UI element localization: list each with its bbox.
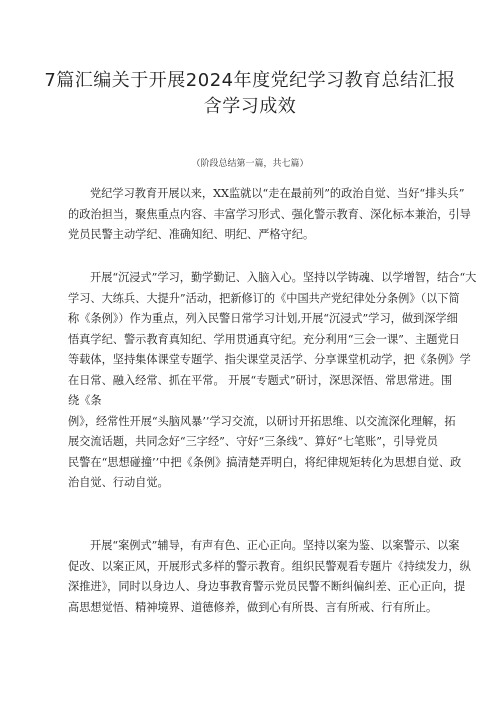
paragraph-line: 高思想觉悟、精神境界、道德修养，做到心有所畏、言有所戒、行有所止。 (68, 600, 438, 614)
paragraph-line: 称《条例》）作为重点，列入民警日常学习计划,开展“沉浸式”学习，做到深学细 (68, 312, 458, 325)
paragraph-line: 悟真学纪、警示教育真知纪、学用贯通真守纪。充分利用“三会一课”、主题党日 (68, 332, 460, 346)
paragraph-line: 的政治担当，聚焦重点内容、丰富学习形式、强化警示教育、深化标本兼治，引导 (68, 207, 471, 221)
paragraph-line: 治自觉、行动自觉。 (68, 476, 169, 489)
paragraph-line: 例》，经常性开展“头脑风暴’’学习交流，以研讨开拓思维、以交流深化理解，拓 (68, 414, 456, 428)
paragraph-line: 开展“案例式”辅导，有声有色、正心正向。坚持以案为鉴、以案警示、以案 (90, 539, 460, 552)
paragraph-line: 深推进》，同时以身边人、身边事教育警示党员民警不断纠偏纠差、正心正向，提 (68, 580, 466, 593)
title-line: 7篇汇编关于开展2024年度党纪学习教育总结汇报 (44, 70, 456, 91)
paragraph-line: 在日常、融入经常、抓在平常。 开展“专题式”研讨，深思深悟、常思常进。围 (68, 373, 453, 387)
paragraph-line: 学习、大练兵、大提升”活动，把新修订的《中国共产党纪律处分条例》（以下简 (68, 291, 460, 305)
paragraph (68, 268, 477, 494)
paragraph (68, 184, 471, 246)
paragraph-line: 促改、以案正风，开展形式多样的警示教育。组织民警观看专题片《持续发力，纵 (68, 559, 471, 573)
document-title (40, 68, 460, 120)
title-line: 含学习成效 (203, 96, 297, 117)
paragraph-line: 民警在“思想碰撞’’中把《条例》搞清楚弄明白，将纪律规矩转化为思想自觉、政 (68, 455, 462, 469)
paragraph-line: 开展“沉浸式”学习，勤学勤记、入脑入心。坚持以学铸魂、以学增智，结合“大 (90, 271, 477, 284)
paragraph (68, 536, 471, 618)
document-subtitle: （阶段总结第一篇，共七篇） (191, 159, 309, 169)
paragraph-line: 党员民警主动学纪、准确知纪、明纪、严格守纪。 (68, 228, 315, 241)
paragraph-line: 党纪学习教育开展以来，XX监就以“走在最前列”的政治自觉、当好“排头兵” (90, 187, 465, 200)
paragraph-line: 展交流话题，共同念好“三字经”、守好“三条线”、算好“七笔账”，引导党员 (68, 435, 438, 448)
paragraph-line: 等载体，坚持集体课堂专题学、指尖课堂灵活学、分享课堂机动学，把《条例》学 (68, 353, 471, 366)
paragraph-line: 绕《条 (68, 394, 102, 407)
